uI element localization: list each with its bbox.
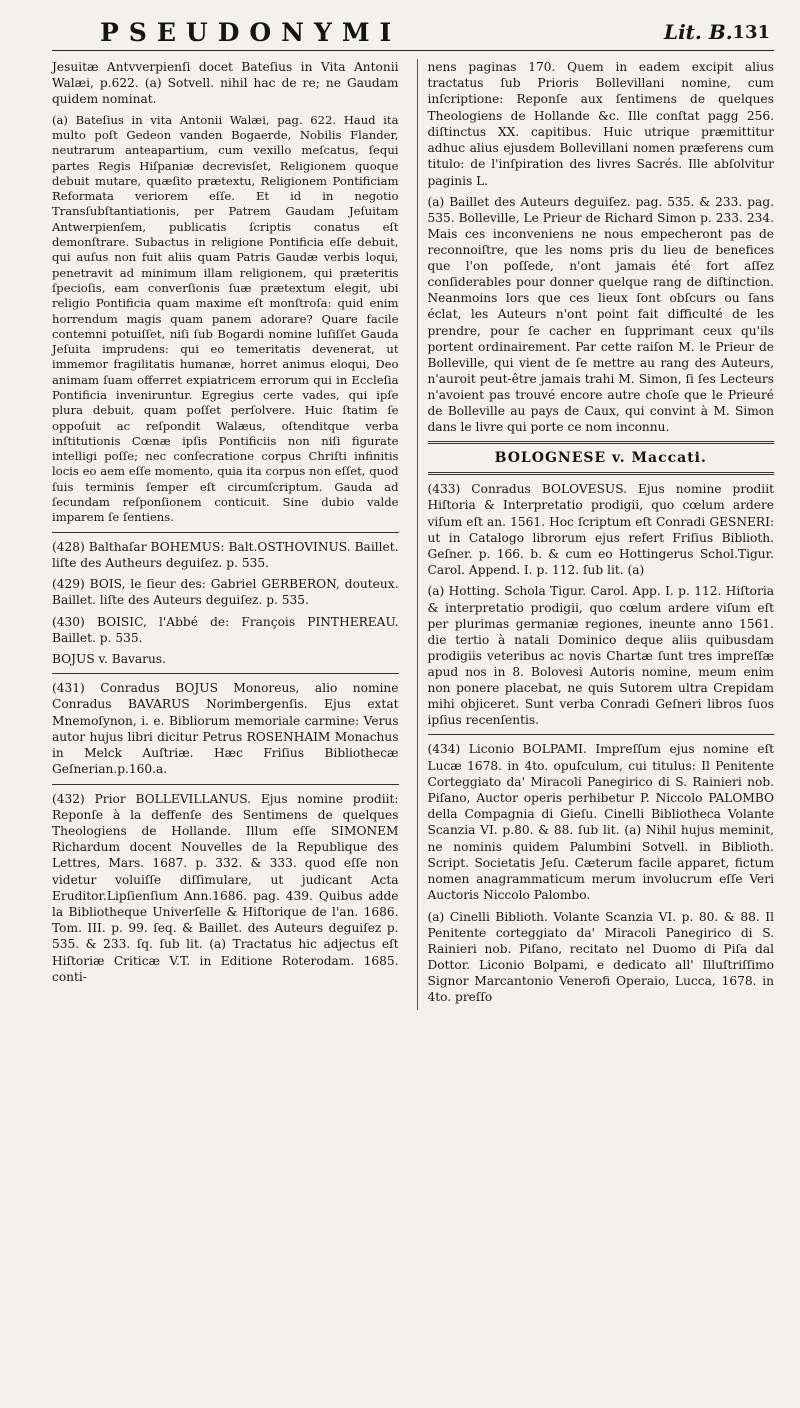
running-title: PSEUDONYMI [100,18,402,47]
text-columns [52,59,774,1010]
divider [52,673,399,674]
cross-reference-heading: BOLOGNESE v. Maccati. [494,450,707,467]
footnote: (a) Bateſius in vita Antonii Walæi, pag. 622. Haud ita multo poſt Gedeon vanden Bogaerde, Nobilis Flander, neutrarum anteapartium, cum vexillo meſcatus, ſequi partes Regis Hiſpaniæ decrevisſet, Religionem quoque debuit mutare, quæſito prætextu, Religionem Pontificiam Reformata veriorem eſſe. Et id in negotio Transſubſtantiationis, per Patrem Gaudam Jeſuitam Antwerpienſem, publicatis ſcriptis conatus eſt demonſtrare. Subactus in religione Pontificia eſſe debuit, qui auſus non fuit aliis quam Patris Gaudæ verbis loqui, penetravit ad minimum illam religionem, qui præteritis ſpecioſis, eam converſionis ſuæ prætextum elegit, ubi religio Pontificia quam maxime eſt monſtroſa: quid enim horrendum magis quam panem adorare? Quare facile contemni potuiſſet, niſi ſub Bogardi nomine luſiſſet Gauda Jeſuita imprudens: qui eo temeritatis devenerat, ut immemor fragilitatis humanæ, horret animus eloqui, Deo animam ſuam offerret expiatricem errorum qui in Eccleſia Pontificia inveniruntur. Egregius certe vades, qui ipſe plura debuit, quam poſſet perſolvere. Huic ſtatim ſe oppoſuit ac reſpondit Walæus, oſtenditque verba inſtitutionis Cœnæ ipſis Pontificiis non niſi figurate intelligi poſſe; nec conſecratione corpus Chriſti infinitis locis eo aem eſſe momento, quia ita corpus non eſſet, quod ſuis terminis ſemper eſt circumſcriptum. Gauda ad ſecundam reſponſionem conticuit. Sine dubio valde imparem ſe ſentiens. [52,112,399,525]
catalog-entry: (429) BOIS, le ſieur des: Gabriel GERBERON, douteux. Baillet. liſte des Auteurs deguiſez. p. 535. [52,577,399,608]
catalog-entry: (432) Prior BOLLEVILLANUS. Ejus nomine prodiit: Reponſe à la deffenſe des Sentimens de quelques Theologiens de Hollande. Illum eſſe SIMONEM Richardum docent Nouvelles de la Republique des Lettres, Mars. 1687. p. 332. & 333. quod eſſe non videtur voluiſſe diſſimulare, ut judicant Acta Eruditor.Lipſienſium Ann.1686. pag. 439. Quibus adde la Bibliotheque Univerſelle & Hiſtorique de l'an. 1686. Tom. III. p. 99. ſeq. & Baillet. des Auteurs deguiſez p. 535. & 233. ſq. ſub lit. (a) Tractatus hic adjectus eſt Hiſtoriæ Criticæ V.T. in Editione Roterodam. 1685. conti- [52,791,399,984]
catalog-entry: (428) Balthaſar BOHEMUS: Balt.OSTHOVINUS. Baillet. liſte des Autheurs deguiſez. p. 535. [52,539,399,570]
footnote: (a) Hotting. Schola Tigur. Carol. App. I. p. 112. Hiſtoria & interpretatio prodigii, quo cœlum ardere viſum eſt per plurimas germaniæ regiones, ineunte anno 1561. die tertio à natali Dominico deque aliis quibusdam prodigiis veteribus ac novis Chartæ ſunt tres impreſſæ apud nos in 8. Bolovesi Autoris nomine, meum enim non ponere placebat, ne quis Sutorem ultra Crepidam mihi objiceret. Sunt verba Conradi Geſneri libros ſuos ipſius recenſentis. [427,584,774,728]
catalog-entry: (431) Conradus BOJUS Monoreus, alio nomine Conradus BAVARUS Norimbergenſis. Ejus extat Mnemoſynon, i. e. Bibliorum memoriale carmine: Verus autor hujus libri dicitur Petrus ROSENHAIM Monachus in Melck Auſtriæ. Hæc Friſius Bibliothecæ Geſnerian.p.160.a. [52,681,399,777]
catalog-entry: (433) Conradus BOLOVESUS. Ejus nomine prodiit Hiſtoria & Interpretatio prodigii, quo cœlum ardere viſum eſt an. 1561. Hoc ſcriptum eſt Conradi GESNERI: ut in Catalogo librorum ejus refert Friſius Biblioth. Geſner. p. 166. b. & cum eo Hottingerus Schol.Tigur. Carol. Append. I. p. 112. ſub lit. (a) [427,482,774,578]
divider [52,784,399,785]
divider [52,532,399,533]
paragraph: Jesuitæ Antvverpienſi docet Bateſius in Vita Antonii Walæi, p.622. (a) Sotvell. nihil hac de re; ne Gaudam quidem nominat. [52,60,399,107]
divider [428,472,775,475]
catalog-entry: (434) Liconio BOLPAMI. Impreſſum ejus nomine eſt Lucæ 1678. in 4to. opuſculum, cui titulus: Il Penitente Corteggiato da' Miracoli Panegirico di S. Rainieri nob. Piſano, Auctor operis perhibetur P. Niccolo PALOMBO della Compagnia di Gieſu. Cinelli Bibliotheca Volante Scanzia VI. p.80. & 88. ſub lit. (a) Nihil hujus meminit, ne nominis quidem Palumbini Sotvell. in Biblioth. Script. Societatis Jeſu. Cæterum facile apparet, fictum nomen anagrammaticum merum involucrum eſſe Veri Auctoris Niccolo Palombo. [427,742,774,903]
catalog-entry: (430) BOISIC, l'Abbé de: François PINTHEREAU. Baillet. p. 535. [52,614,399,645]
footnote: (a) Cinelli Biblioth. Volante Scanzia VI. p. 80. & 88. Il Penitente corteggiato da' Miracoli Panegirico di S. Rainieri nob. Piſano, recitato nel Duomo di Piſa dal Dottor. Liconio Bolpami, e dedicato all' Illuſtriſſimo Signor Marcantonio Venerofi Operaio, Lucca, 1678. in 4to. preſſo [427,909,774,1004]
footnote: (a) Baillet des Auteurs deguiſez. pag. 535. & 233. pag. 535. Bolleville, Le Prieur de Richard Simon p. 233. 234. Mais ces inconveniens ne nous empecheront pas de reconnoiſtre, que les noms pris du lieu de benefices que l'on poſſede, n'ont jamais été fort aſſez conſiderables pour donner quelque rang de diſtinction. Neanmoins lors que ces lieux ſont obſcurs ou ſans éclat, les Auteurs n'ont point fait difficulté de les prendre, pour ſe cacher en ſupprimant ceux qu'ils portent ordinairement. Par cette raiſon M. le Prieur de Bolleville, qui vient de ſe mettre au rang des Auteurs, n'auroit peut-être jamais trahi M. Simon, ſi ſes Lecteurs n'avoient pas trouvé encore autre choſe que le Prieuré de Bolleville au pays de Caux, qui convint à M. Simon dans le livre qui porte ce nom inconnu. [427,194,774,435]
left-column [52,59,399,1010]
page-header [52,14,774,51]
divider [428,734,775,735]
paragraph: nens paginas 170. Quem in eadem excipit alius tractatus ſub Prioris Bollevillani nomine, cum inſcriptione: Reponſe aux ſentimens de quelques Theologiens de Hollande &c. Ille conſtat pagg 256. diſtinctus XX. capitibus. Huic utrique præmittitur adhuc alius ejusdem Bollevillani nomen præferens cum titulo: de l'inſpiration des livres Sacrés. Ille abſolvitur paginis L. [427,60,774,188]
section-mark: Lit. B. [664,20,733,44]
right-column [417,59,775,1010]
page-number: 131 [732,22,770,43]
catalog-entry: BOJUS v. Bavarus. [52,651,166,666]
divider [428,441,775,444]
